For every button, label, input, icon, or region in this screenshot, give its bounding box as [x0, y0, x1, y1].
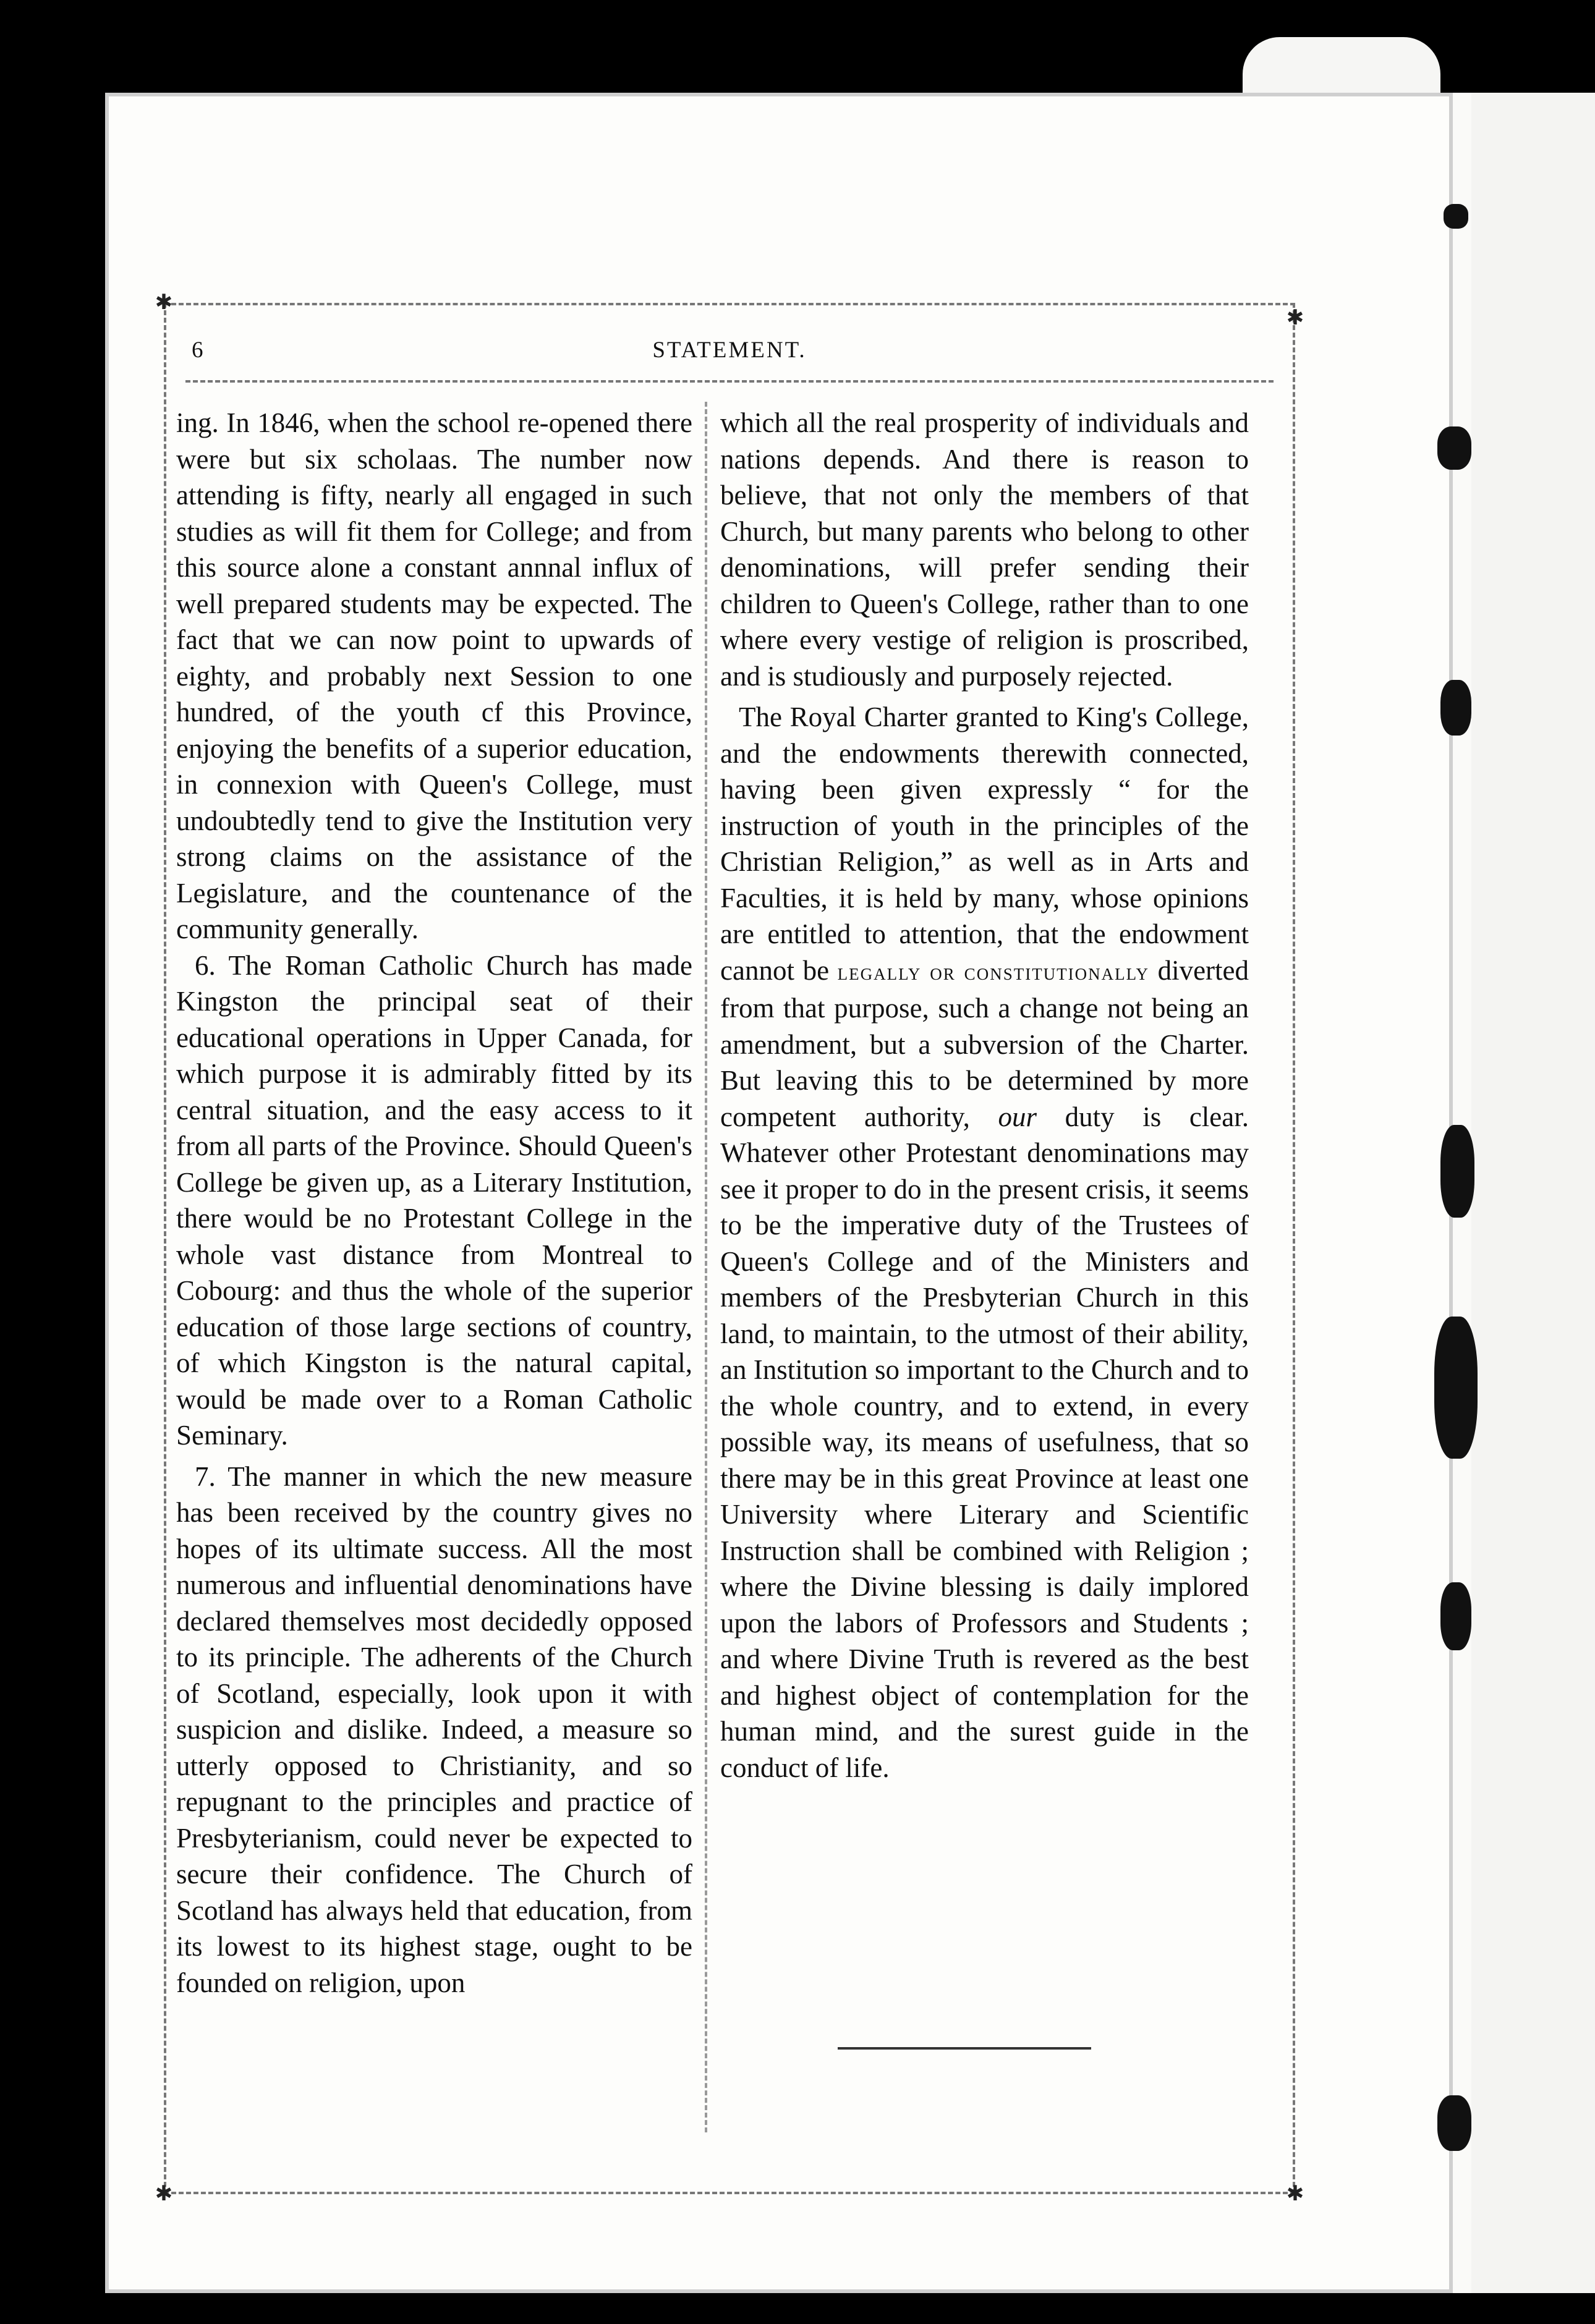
left-column	[176, 405, 692, 2001]
text-run: duty is clear. Whatever other Protestant denominations may see it proper to do in the present crisis, it seems to be the imperative duty of the Trustees of Queen's College and of the Ministers and members of the Presbyterian Church in this land, to maintain, to the utmost of their ability, an Institution so important to the Church and to the whole country, and to extend, in every possible way, its means of usefulness, that so there may be in this great Province at least one University where Literary and Scientific Instruction shall be combined with Religion ; where the Divine blessing is daily implored upon the labors of Professors and Students ; and where Divine Truth is revered as the best and highest object of contemplation for the human mind, and the surest guide in the conduct of life.	[720, 1101, 1249, 1783]
corner-ornament: ✱	[155, 2182, 173, 2205]
text-run: diverted from that purpose, such a change not being an amendment, but a subversion of the Charter. But leaving this to be determined by more competent authority,	[720, 954, 1249, 1132]
scan-damage-blot	[1437, 2095, 1471, 2151]
scan-damage-blot	[1440, 680, 1471, 736]
corner-ornament: ✱	[1286, 307, 1304, 329]
small-caps-emphasis: legally or constitutionally	[837, 959, 1149, 985]
scan-damage-blot	[1437, 426, 1471, 470]
right-column	[720, 405, 1249, 1786]
paragraph: which all the real prosperity of individuals and nations depends. And there is reason to believe, that not only the members of that Church, but many parents who belong to other denominations, will prefer sending their children to Queen's College, rather than to one where every vestige of religion is proscribed, and is studiously and purposely rejected.	[720, 407, 1249, 692]
running-header	[192, 337, 1267, 374]
paragraph: 7. The manner in which the new measure has been received by the country gives no hopes of its ultimate success. All the most numerous and influential denominations have declared themselves most decidedly opposed to its principle. The adherents of the Church of Scotland, especially, look upon it with suspicion and dislike. Indeed, a measure so utterly opposed to Christianity, and so repugnant to the principles and practice of Presbyterianism, could never be expected to secure their confidence. The Church of Scotland has always held that education, from its lowest to its highest stage, ought to be founded on religion, upon	[176, 1461, 692, 1998]
corner-ornament: ✱	[155, 291, 173, 314]
running-title: STATEMENT.	[652, 337, 807, 363]
scan-damage-blot	[1444, 204, 1468, 229]
adjacent-page-edge	[1465, 93, 1595, 2293]
column-separator	[705, 402, 707, 2132]
italic-emphasis: our	[998, 1101, 1037, 1132]
paragraph: 6. The Roman Catholic Church has made Kingston the principal seat of their educational operations in Upper Canada, for which purpose it is admirably fitted by its central situation, and the easy access to it from all parts of the Province. Should Queen's College be given up, as a Literary Institution, there would be no Protestant College in the whole vast distance from Montreal to Cobourg: and thus the whole of the superior education of those large sections of country, of which Kingston is the natural capital, would be made over to a Roman Catholic Seminary.	[176, 949, 692, 1451]
header-rule	[185, 380, 1274, 383]
corner-ornament: ✱	[1286, 2182, 1304, 2205]
end-rule	[838, 2047, 1091, 2050]
scan-damage-blot	[1434, 1317, 1478, 1459]
paragraph	[720, 699, 1249, 1786]
scan-damage-blot	[1440, 1582, 1471, 1650]
paragraph: ing. In 1846, when the school re-opened there were but six scholaas. The number now attending is fifty, nearly all engaged in such studies as will fit them for College; and from this source alone a constant annnal influx of well prepared students may be expected. The fact that we can now point to upwards of eighty, and probably next Session to one hundred, of the youth cf this Province, enjoying the benefits of a superior education, in connexion with Queen's College, must undoubtedly tend to give the Institution very strong claims on the assistance of the Legislature, and the countenance of the community generally.	[176, 407, 692, 944]
text-run: The Royal Charter granted to King's College, and the endowments therewith connected, having been given expressly “ for the instruction of youth in the principles of the Christian Religion,” as well as in Arts and Faculties, it is held by many, whose opinions are entitled to attention, that the endowment cannot be	[720, 702, 1249, 986]
page-number: 6	[192, 337, 203, 363]
scan-damage-blot	[1440, 1125, 1474, 1218]
